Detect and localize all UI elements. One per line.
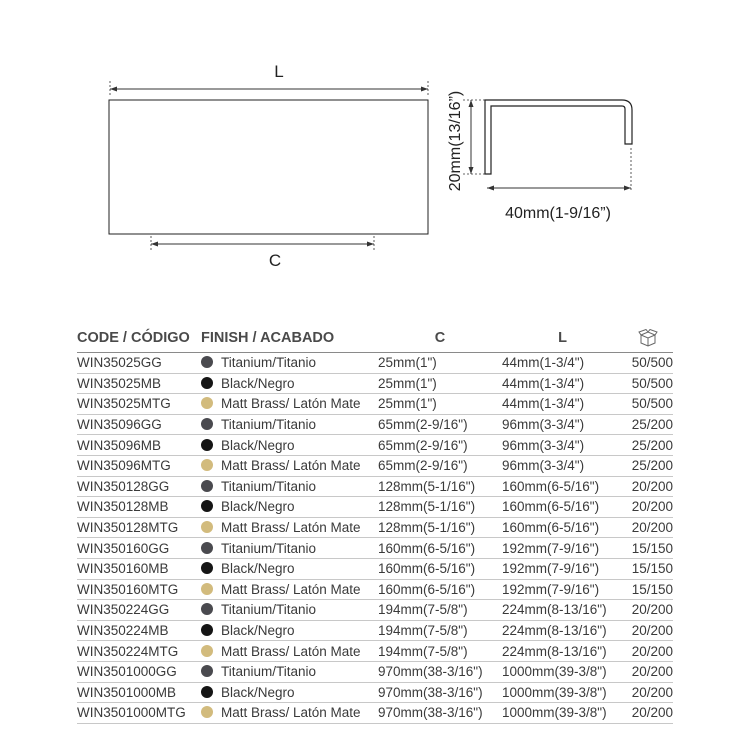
- table-row: [77, 455, 673, 476]
- finish-cell: [201, 394, 378, 415]
- product-code: WIN350224MTG: [77, 641, 201, 662]
- finish-swatch-icon: [201, 645, 213, 657]
- finish-swatch-icon: [201, 706, 213, 718]
- finish-label: Titanium/Titanio: [221, 664, 317, 680]
- finish-label: Matt Brass/ Latón Mate: [221, 581, 361, 597]
- center-distance: 128mm(5-1/16"): [378, 517, 502, 538]
- table-row: [77, 497, 673, 518]
- table-body: [77, 353, 673, 724]
- finish-cell: [201, 600, 378, 621]
- table-row: [77, 558, 673, 579]
- finish-swatch-icon: [201, 583, 213, 595]
- overall-length: 192mm(7-9/16"): [502, 558, 623, 579]
- center-distance: 970mm(38-3/16"): [378, 682, 502, 703]
- pack-quantity: 20/200: [623, 682, 673, 703]
- finish-label: Matt Brass/ Latón Mate: [221, 643, 361, 659]
- height-dimension: [447, 91, 485, 191]
- pack-quantity: 20/200: [623, 661, 673, 682]
- pack-quantity: 50/500: [623, 373, 673, 394]
- product-code: WIN350128MB: [77, 497, 201, 518]
- table-header-row: [77, 324, 673, 353]
- finish-swatch-icon: [201, 624, 213, 636]
- pack-quantity: 15/150: [623, 579, 673, 600]
- pack-quantity: 20/200: [623, 620, 673, 641]
- pack-quantity: 20/200: [623, 641, 673, 662]
- pack-quantity: 20/200: [623, 517, 673, 538]
- length-dimension: [110, 62, 428, 97]
- pack-quantity: 25/200: [623, 455, 673, 476]
- center-distance: 65mm(2-9/16"): [378, 414, 502, 435]
- center-dimension: [151, 236, 374, 270]
- pack-quantity: 20/200: [623, 600, 673, 621]
- product-code: WIN350128MTG: [77, 517, 201, 538]
- product-code: WIN35096GG: [77, 414, 201, 435]
- finish-swatch-icon: [201, 439, 213, 451]
- product-code: WIN3501000MB: [77, 682, 201, 703]
- overall-length: 44mm(1-3/4"): [502, 353, 623, 374]
- center-distance: 160mm(6-5/16"): [378, 579, 502, 600]
- finish-label: Black/Negro: [221, 375, 295, 391]
- finish-swatch-icon: [201, 521, 213, 533]
- finish-label: Matt Brass/ Latón Mate: [221, 520, 361, 536]
- finish-label: Matt Brass/ Latón Mate: [221, 705, 361, 721]
- table-row: [77, 538, 673, 559]
- finish-cell: [201, 414, 378, 435]
- finish-label: Black/Negro: [221, 684, 295, 700]
- overall-length: 224mm(8-13/16"): [502, 620, 623, 641]
- finish-cell: [201, 661, 378, 682]
- pack-quantity: 15/150: [623, 538, 673, 559]
- product-spec-table: [77, 324, 673, 724]
- finish-label: Titanium/Titanio: [221, 602, 317, 618]
- finish-label: Black/Negro: [221, 561, 295, 577]
- finish-swatch-icon: [201, 665, 213, 677]
- center-distance: 65mm(2-9/16"): [378, 455, 502, 476]
- center-distance: 194mm(7-5/8"): [378, 600, 502, 621]
- center-distance: 25mm(1"): [378, 394, 502, 415]
- finish-swatch-icon: [201, 418, 213, 430]
- finish-swatch-icon: [201, 377, 213, 389]
- finish-cell: [201, 353, 378, 374]
- finish-swatch-icon: [201, 500, 213, 512]
- overall-length: 192mm(7-9/16"): [502, 538, 623, 559]
- finish-cell: [201, 682, 378, 703]
- handle-front-view: [109, 100, 428, 234]
- finish-label: Black/Negro: [221, 437, 295, 453]
- finish-cell: [201, 517, 378, 538]
- pack-quantity: 15/150: [623, 558, 673, 579]
- overall-length: 44mm(1-3/4"): [502, 394, 623, 415]
- finish-cell: [201, 641, 378, 662]
- handle-technical-drawing: [0, 0, 750, 320]
- center-distance: 25mm(1"): [378, 373, 502, 394]
- finish-swatch-icon: [201, 562, 213, 574]
- center-distance: 160mm(6-5/16"): [378, 538, 502, 559]
- finish-cell: [201, 373, 378, 394]
- center-distance: 194mm(7-5/8"): [378, 620, 502, 641]
- pack-quantity: 20/200: [623, 497, 673, 518]
- depth-label: 40mm(1-9/16”): [505, 205, 611, 222]
- finish-label: Black/Negro: [221, 623, 295, 639]
- finish-label: Titanium/Titanio: [221, 355, 317, 371]
- finish-cell: [201, 579, 378, 600]
- finish-cell: [201, 455, 378, 476]
- table-row: [77, 414, 673, 435]
- overall-length: 224mm(8-13/16"): [502, 600, 623, 621]
- finish-cell: [201, 497, 378, 518]
- box-icon: [638, 329, 658, 347]
- overall-length: 160mm(6-5/16"): [502, 497, 623, 518]
- finish-label: Titanium/Titanio: [221, 478, 317, 494]
- product-code: WIN35025MTG: [77, 394, 201, 415]
- center-distance: 25mm(1"): [378, 353, 502, 374]
- product-code: WIN35025MB: [77, 373, 201, 394]
- header-pack: [623, 324, 673, 353]
- header-code: CODE / CÓDIGO: [77, 324, 201, 353]
- table-row: [77, 703, 673, 724]
- finish-cell: [201, 538, 378, 559]
- table-row: [77, 353, 673, 374]
- finish-label: Titanium/Titanio: [221, 417, 317, 433]
- product-code: WIN350128GG: [77, 476, 201, 497]
- overall-length: 96mm(3-3/4"): [502, 414, 623, 435]
- product-code: WIN35025GG: [77, 353, 201, 374]
- overall-length: 1000mm(39-3/8"): [502, 703, 623, 724]
- product-code: WIN3501000GG: [77, 661, 201, 682]
- pack-quantity: 25/200: [623, 414, 673, 435]
- handle-side-profile: [485, 100, 632, 174]
- pack-quantity: 50/500: [623, 394, 673, 415]
- overall-length: 44mm(1-3/4"): [502, 373, 623, 394]
- finish-swatch-icon: [201, 686, 213, 698]
- finish-swatch-icon: [201, 603, 213, 615]
- overall-length: 192mm(7-9/16"): [502, 579, 623, 600]
- finish-swatch-icon: [201, 397, 213, 409]
- product-code: WIN350160GG: [77, 538, 201, 559]
- overall-length: 96mm(3-3/4"): [502, 455, 623, 476]
- finish-cell: [201, 558, 378, 579]
- overall-length: 1000mm(39-3/8"): [502, 682, 623, 703]
- header-c: C: [378, 324, 502, 353]
- pack-quantity: 20/200: [623, 703, 673, 724]
- center-distance: 65mm(2-9/16"): [378, 435, 502, 456]
- header-finish: FINISH / ACABADO: [201, 324, 378, 353]
- finish-cell: [201, 703, 378, 724]
- table-row: [77, 641, 673, 662]
- table-row: [77, 600, 673, 621]
- finish-swatch-icon: [201, 480, 213, 492]
- header-l: L: [502, 324, 623, 353]
- product-code: WIN350224GG: [77, 600, 201, 621]
- finish-swatch-icon: [201, 459, 213, 471]
- finish-swatch-icon: [201, 542, 213, 554]
- table-row: [77, 373, 673, 394]
- center-distance: 970mm(38-3/16"): [378, 661, 502, 682]
- center-label: C: [268, 251, 282, 270]
- center-distance: 194mm(7-5/8"): [378, 641, 502, 662]
- table-row: [77, 579, 673, 600]
- table-row: [77, 682, 673, 703]
- overall-length: 224mm(8-13/16"): [502, 641, 623, 662]
- depth-dimension: [487, 148, 631, 222]
- finish-swatch-icon: [201, 356, 213, 368]
- center-distance: 128mm(5-1/16"): [378, 476, 502, 497]
- finish-label: Matt Brass/ Latón Mate: [221, 396, 361, 412]
- height-label: 20mm(13/16”): [447, 90, 464, 192]
- center-distance: 128mm(5-1/16"): [378, 497, 502, 518]
- finish-cell: [201, 620, 378, 641]
- center-distance: 160mm(6-5/16"): [378, 558, 502, 579]
- pack-quantity: 25/200: [623, 435, 673, 456]
- table-row: [77, 661, 673, 682]
- center-distance: 970mm(38-3/16"): [378, 703, 502, 724]
- product-code: WIN350224MB: [77, 620, 201, 641]
- product-code: WIN35096MTG: [77, 455, 201, 476]
- product-code: WIN350160MB: [77, 558, 201, 579]
- table-row: [77, 620, 673, 641]
- overall-length: 1000mm(39-3/8"): [502, 661, 623, 682]
- product-code: WIN3501000MTG: [77, 703, 201, 724]
- finish-cell: [201, 435, 378, 456]
- product-code: WIN350160MTG: [77, 579, 201, 600]
- overall-length: 96mm(3-3/4"): [502, 435, 623, 456]
- finish-label: Black/Negro: [221, 499, 295, 515]
- finish-label: Titanium/Titanio: [221, 540, 317, 556]
- pack-quantity: 20/200: [623, 476, 673, 497]
- overall-length: 160mm(6-5/16"): [502, 476, 623, 497]
- pack-quantity: 50/500: [623, 353, 673, 374]
- finish-label: Matt Brass/ Latón Mate: [221, 458, 361, 474]
- overall-length: 160mm(6-5/16"): [502, 517, 623, 538]
- table-row: [77, 476, 673, 497]
- finish-cell: [201, 476, 378, 497]
- table-row: [77, 435, 673, 456]
- product-code: WIN35096MB: [77, 435, 201, 456]
- table-row: [77, 394, 673, 415]
- table-row: [77, 517, 673, 538]
- length-label: L: [274, 62, 284, 81]
